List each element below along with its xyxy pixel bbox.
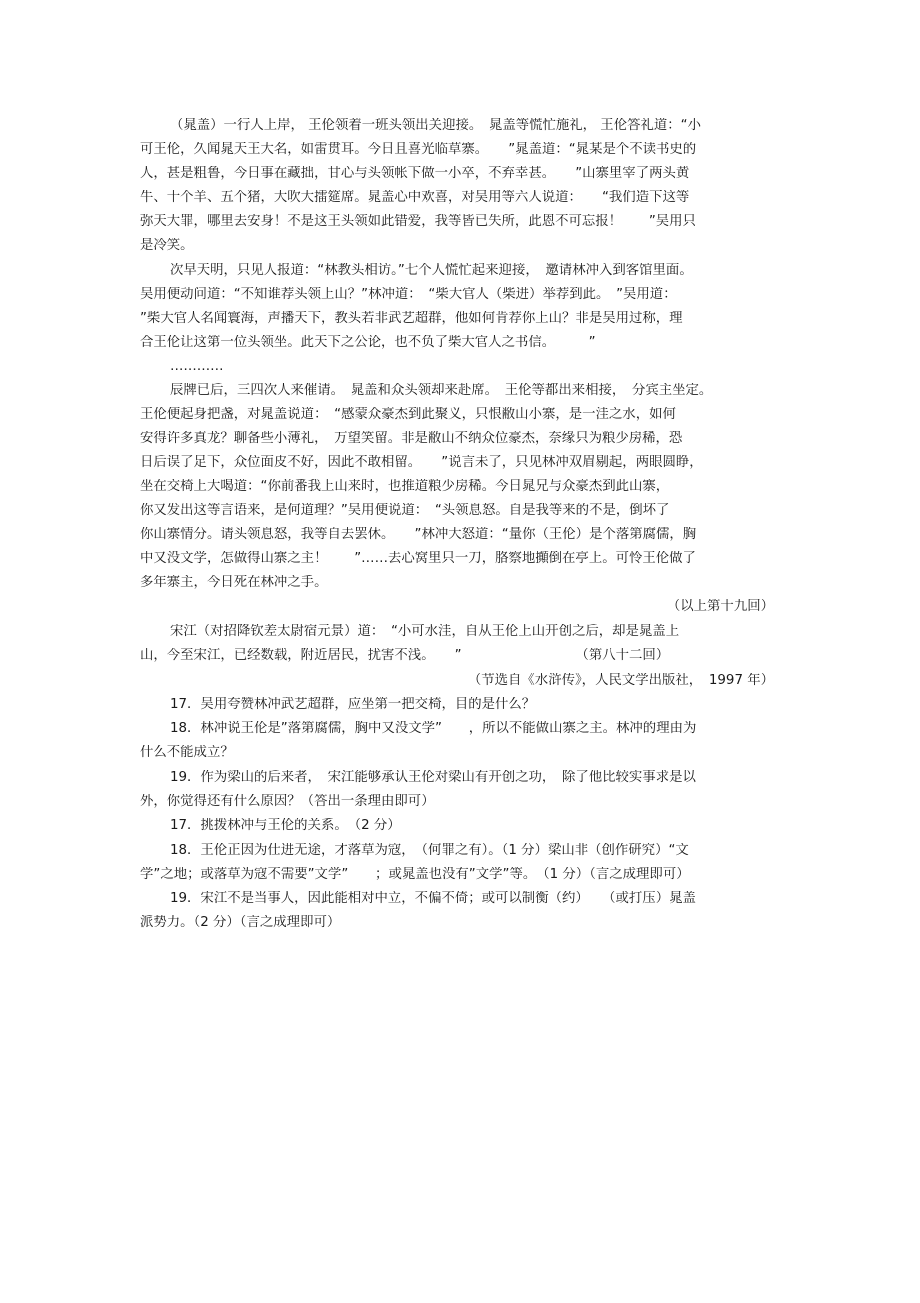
passage-line-5: 弥天大罪，哪里去安身！不是这王头领如此错爱，我等皆已失所，此恩不可忘报！ ”吴用只 (140, 214, 696, 229)
passage-line-2: 可王伦，久闻晁天王大名，如雷贯耳。今日且喜光临草寨。 ”晁盖道：“晁某是个不读书史的 (140, 142, 697, 157)
answer-18-line-1: 18．王伦正因为仕进无途，才落草为寇， （何罪之有）。（1 分）梁山非（创作研究）“文 (170, 843, 689, 858)
passage-line-15: 坐在交椅上大喝道：“你前番我上山来时，也推道粮少房稀。今日晁兄与众豪杰到此山寨， (140, 479, 670, 494)
question-18-line-1: 18．林冲说王伦是”落第腐儒，胸中又没文学” ，所以不能做山寨之主。林冲的理由为 (170, 721, 697, 736)
passage-line-8: 吴用便动问道：“不知谁荐头领上山？”林冲道： “柴大官人（柴进）举荐到此。 ”吴用道： (140, 287, 677, 302)
passage-line-16: 你又发出这等言语来，是何道理？”吴用便说道： “头领息怒。自是我等来的不是，倒坏了 (140, 503, 670, 518)
passage-line-7: 次早天明，只见人报道：“林教头相访。”七个人慌忙起来迎接， 邀请林冲入到客馆里面。 (170, 263, 693, 278)
passage-line-6: 是冷笑。 (140, 238, 194, 253)
passage-line-20: 宋江（对招降钦差太尉宿元景）道： “小可水洼，自从王伦上山开创之后，却是晁盖上 (170, 624, 680, 639)
passage-line-21: 山，今至宋江，已经数载，附近居民，扰害不浅。 ” （第八十二回） (140, 648, 670, 663)
passage-line-10: 合王伦让这第一位头领坐。此天下之公论，也不负了柴大官人之书信。 ” (140, 335, 596, 350)
passage-line-9: ”柴大官人名闻寰海，声播天下，教头若非武艺超群，他如何肯荐你上山？非是吴用过称，理 (140, 311, 683, 326)
passage-line-19: 多年寨主，今日死在林冲之手。 (140, 575, 328, 590)
question-17: 17．吴用夸赞林冲武艺超群，应坐第一把交椅，目的是什么？ (170, 697, 536, 712)
passage-line-3: 人，甚是粗鲁，今日事在藏拙，甘心与头领帐下做一小卒，不弃幸甚。 ”山寨里宰了两头黄 (140, 166, 690, 181)
question-18-line-2: 什么不能成立？ (140, 745, 234, 760)
source-citation: （节选自《水浒传》，人民文学出版社， 1997 年） (467, 673, 774, 688)
chapter-note-19: （以上第十九回） (666, 599, 774, 614)
passage-line-14: 日后误了足下，众位面皮不好，因此不敢相留。 ”说言未了，只见林冲双眉剔起，两眼圆睁， (140, 455, 703, 470)
passage-line-12: 王伦便起身把盏，对晁盖说道： “感蒙众豪杰到此聚义，只恨敝山小寨，是一洼之水，如何 (140, 407, 676, 422)
answer-18-line-2: 学”之地；或落草为寇不需要”文学” ；或晁盖也没有”文学”等。 （1 分）（言之成理即可） (140, 867, 690, 882)
passage-line-13: 安得许多真龙？聊备些小薄礼， 万望笑留。非是敝山不纳众位豪杰，奈缘只为粮少房稀，恐 (140, 431, 683, 446)
answer-19-line-2: 派势力。（2 分）（言之成理即可） (140, 915, 341, 930)
answer-17: 17．挑拨林冲与王伦的关系。 （2 分） (170, 818, 401, 833)
passage-line-11: 辰牌已后，三四次人来催请。 晁盖和众头领却来赴席。 王伦等都出来相接， 分宾主坐定。 (170, 383, 713, 398)
question-19-line-1: 19．作为梁山的后来者， 宋江能够承认王伦对梁山有开创之功， 除了他比较实事求是以 (170, 770, 696, 785)
answer-19-line-1: 19．宋江不是当事人，因此能相对中立，不偏不倚；或可以制衡（约） （或打压）晁盖 (170, 891, 696, 906)
question-19-line-2: 外，你觉得还有什么原因？（答出一条理由即可） (140, 794, 435, 809)
passage-line-17: 你山寨情分。请头领息怒，我等自去罢休。 ”林冲大怒道：“量你（王伦）是个落第腐儒，胸 (140, 527, 697, 542)
passage-line-1: （晁盖）一行人上岸， 王伦领着一班头领出关迎接。 晁盖等慌忙施礼， 王伦答礼道：“小 (170, 118, 701, 133)
passage-line-4: 牛、十个羊、五个猪，大吹大擂筵席。晁盖心中欢喜，对吴用等六人说道： “我们造下这等 (140, 190, 690, 205)
passage-line-18: 中又没文学，怎做得山寨之主！ ”……去心窝里只一刀，胳察地攧倒在亭上。可怜王伦做了 (140, 551, 696, 566)
ellipsis-line: ………… (170, 359, 224, 374)
